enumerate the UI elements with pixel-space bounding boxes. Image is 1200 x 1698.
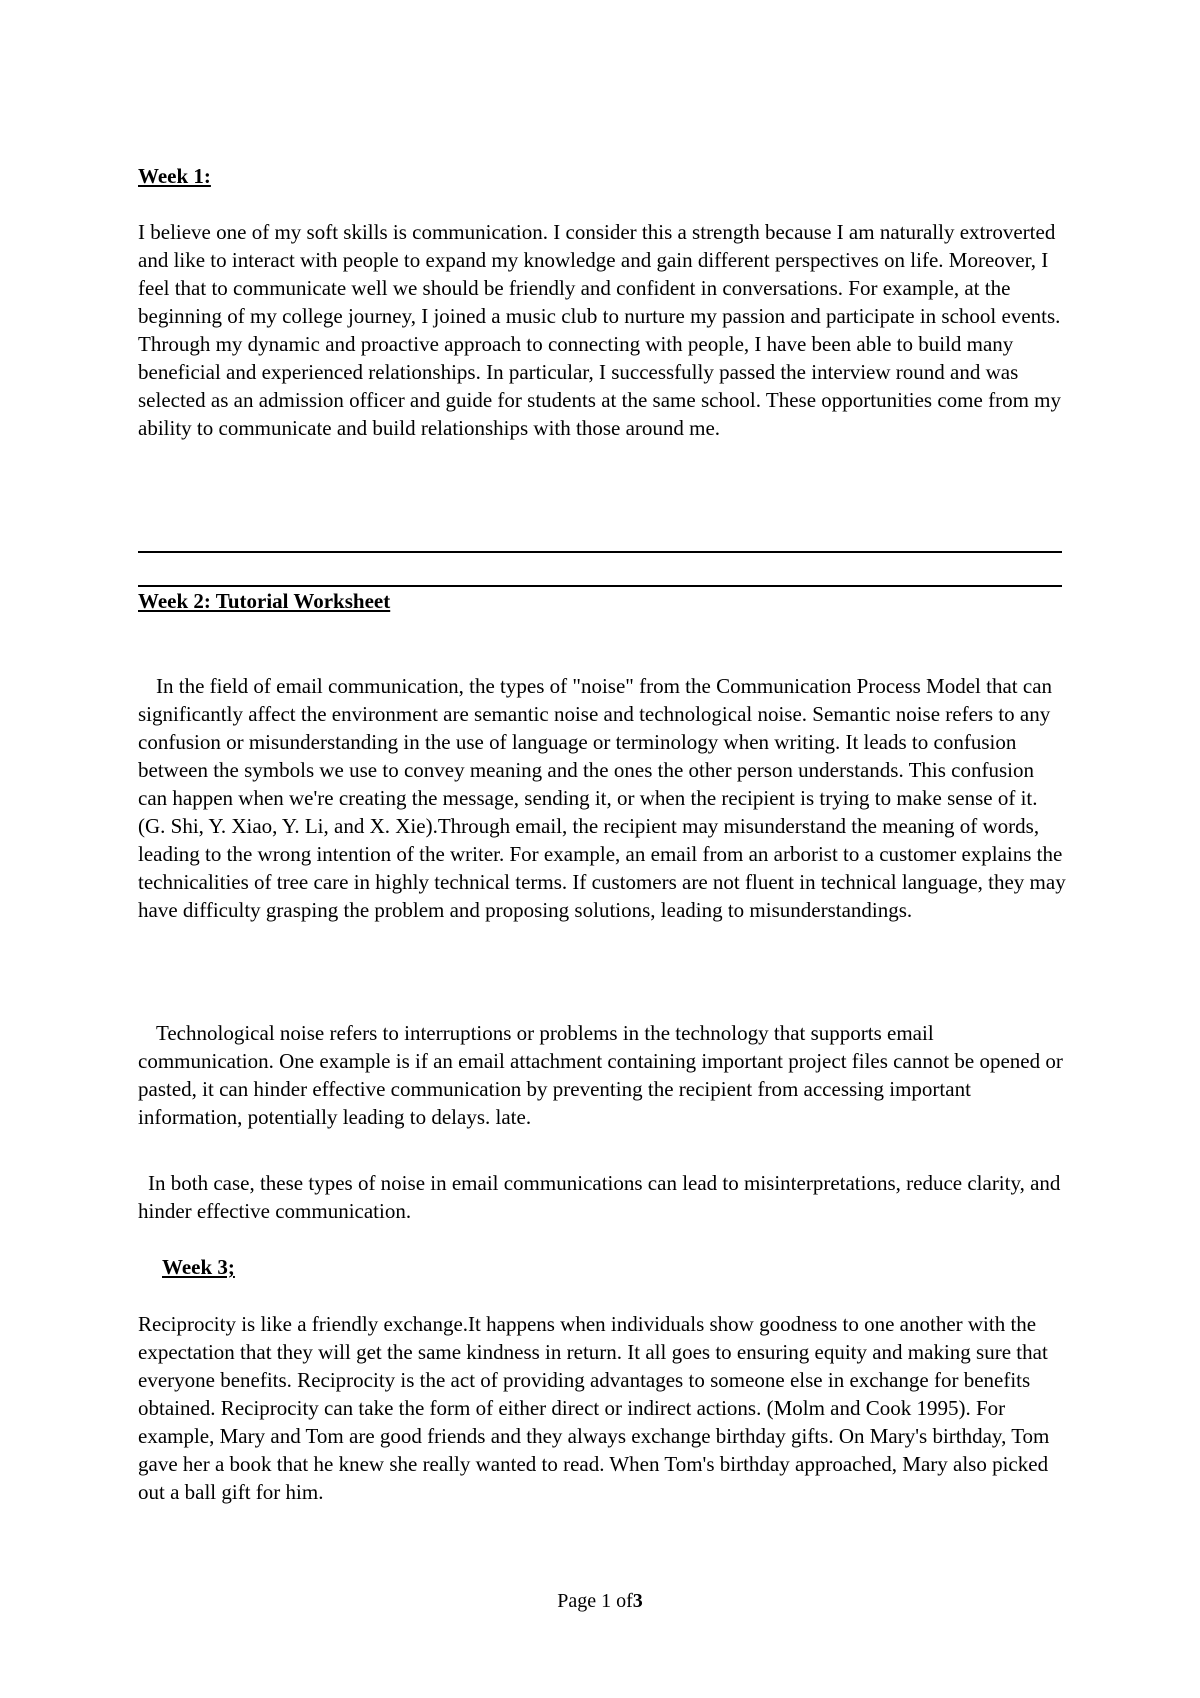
week2-paragraph-semantic-noise: In the field of email communication, the types of "noise" from the Communication Process Model that can significantly affect the environment are semantic noise and technological noise. Semantic noise refers to any confusion or misunderstanding in the use of language or terminology when writing. It leads to confusion between the symbols we use to convey meaning and the ones the other person understands. This confusion can happen when we're creating the message, sending it, or when the recipient is trying to make sense of it. (G. Shi, Y. Xiao, Y. Li, and X. Xie).Through email, the recipient may misunderstand the meaning of words, leading to the wrong intention of the writer. For example, an email from an arborist to a customer explains the technicalities of tree care in highly technical terms. If customers are not fluent in technical language, they may have difficulty grasping the problem and proposing solutions, leading to misunderstandings. bbox=[138, 674, 1066, 922]
page-total: 3 bbox=[632, 1590, 643, 1612]
week2-paragraph-technological-noise: Technological noise refers to interruptions or problems in the technology that supports email communication. One example is if an email attachment containing important project files cannot be opened or pasted, it can hinder effective communication by preventing the recipient from accessing important information, potentially leading to delays. late. bbox=[138, 1021, 1063, 1129]
week3-heading: Week 3; bbox=[162, 1255, 235, 1279]
week3-paragraph: Reciprocity is like a friendly exchange.It happens when individuals show goodness to one another with the expectation that they will get the same kindness in return. It all goes to ensuring equity and making sure that everyone benefits. Reciprocity is the act of providing advantages to someone else in exchange for benefits obtained. Reciprocity can take the form of either direct or indirect actions. (Molm and Cook 1995). For example, Mary and Tom are good friends and they always exchange birthday gifts. On Mary's birthday, Tom gave her a book that he knew she really wanted to read. When Tom's birthday approached, Mary also picked out a ball gift for him. bbox=[138, 1312, 1050, 1504]
page-current: 1 bbox=[601, 1590, 612, 1612]
page-label: Page bbox=[557, 1590, 597, 1612]
page-of: of bbox=[616, 1590, 633, 1612]
page-number-footer bbox=[0, 1588, 1200, 1614]
week2-paragraph-conclusion: In both case, these types of noise in email communications can lead to misinterpretations, reduce clarity, and hinder effective communication. bbox=[138, 1171, 1061, 1223]
week1-paragraph: I believe one of my soft skills is communication. I consider this a strength because I am naturally extroverted and like to interact with people to expand my knowledge and gain different perspectives on life. Moreover, I feel that to communicate well we should be friendly and confident in conversations. For example, at the beginning of my college journey, I joined a music club to nurture my passion and participate in school events. Through my dynamic and proactive approach to connecting with people, I have been able to build many beneficial and experienced relationships. In particular, I successfully passed the interview round and was selected as an admission officer and guide for students at the same school. These opportunities come from my ability to communicate and build relationships with those around me. bbox=[138, 220, 1061, 440]
section-divider-top bbox=[138, 551, 1062, 553]
week2-heading: Week 2: Tutorial Worksheet bbox=[138, 589, 391, 613]
week1-heading: Week 1: bbox=[138, 164, 211, 188]
